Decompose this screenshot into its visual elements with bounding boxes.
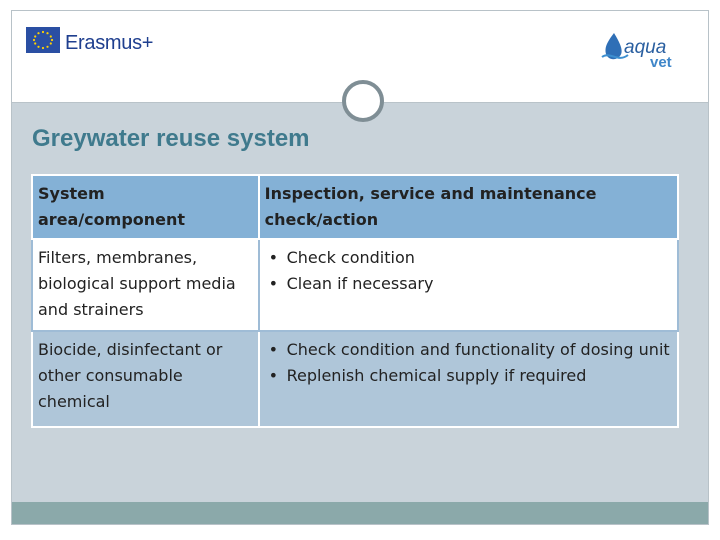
action-cell [259, 239, 678, 331]
aqua-logo-text-1: aqua [624, 37, 667, 58]
column-header-action: Inspection, service and maintenance check/action [259, 175, 678, 239]
action-item: • Check condition and functionality of dosing unit [265, 337, 672, 363]
maintenance-table [31, 174, 679, 428]
table-header-row [32, 175, 678, 239]
table-row [32, 239, 678, 331]
aquavet-logo-icon [600, 27, 692, 71]
slide [11, 10, 709, 525]
slide-title: Greywater reuse system [32, 125, 310, 152]
action-item: • Clean if necessary [265, 271, 672, 297]
ring-decoration-icon [342, 80, 384, 122]
component-cell: Biocide, disinfectant or other consumable chemical [32, 331, 259, 427]
action-item: • Replenish chemical supply if required [265, 363, 672, 389]
aqua-logo-text-2: vet [650, 54, 672, 71]
action-cell [259, 331, 678, 427]
table-row [32, 331, 678, 427]
column-header-component: System area/component [32, 175, 259, 239]
eu-flag-icon [26, 27, 60, 53]
footer-bar [12, 502, 708, 524]
erasmus-logo-text: Erasmus+ [65, 32, 154, 54]
component-cell: Filters, membranes, biological support media and strainers [32, 239, 259, 331]
action-item: • Check condition [265, 245, 672, 271]
